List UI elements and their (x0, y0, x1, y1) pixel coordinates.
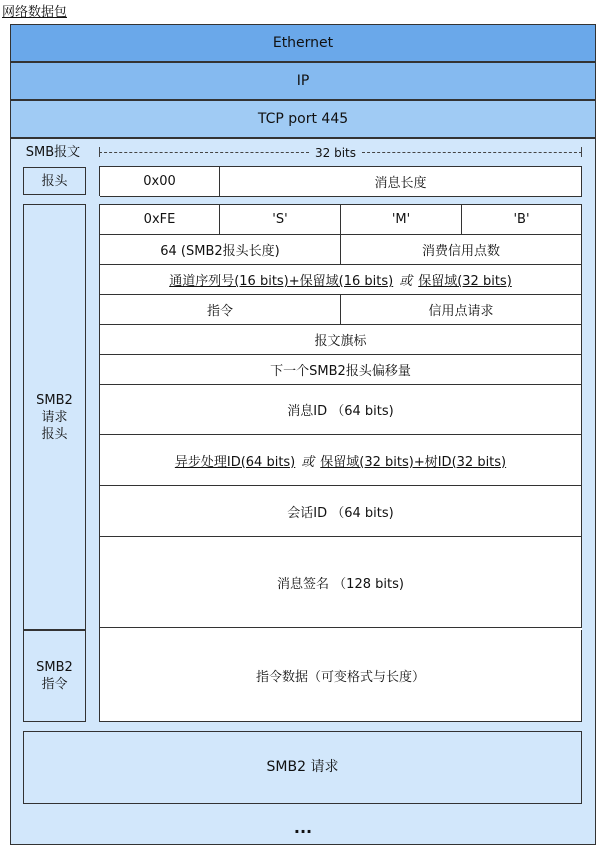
header-zero-cell: 0x00 (100, 167, 220, 197)
command-data-cell: 指令数据（可变格式与长度） (100, 630, 582, 722)
channel-sequence-option-b: 保留域(32 bits) (418, 274, 512, 289)
command-cell: 指令 (100, 295, 341, 325)
ruler-width-label: 32 bits (315, 145, 356, 160)
smb2-header-label: SMB2 请求 报头 (23, 204, 86, 630)
ruler-line-right (362, 152, 582, 153)
smb2-header-grid (99, 204, 582, 631)
protocol-byte-s: 'S' (220, 205, 341, 235)
command-data-grid (99, 630, 582, 722)
smb-message-label: SMB报文 (25, 144, 81, 160)
async-id-cell (100, 435, 582, 486)
header-label: 报头 (23, 167, 86, 195)
protocol-byte-b: 'B' (462, 205, 582, 235)
ruler-line-left (99, 152, 309, 153)
tcp-layer (10, 100, 596, 138)
ellipsis-text: ... (293, 817, 313, 837)
channel-sequence-option-a: 通道序列号(16 bits)+保留域(16 bits) (169, 274, 394, 289)
signature-cell: 消息签名 （128 bits) (100, 537, 582, 628)
async-id-option-a: 异步处理ID(64 bits) (174, 454, 296, 470)
ip-label: IP (296, 73, 310, 89)
ethernet-label: Ethernet (272, 35, 334, 51)
structure-size-cell: 64 (SMB2报头长度) (100, 235, 341, 265)
smb2-request-box: SMB2 请求 (23, 731, 582, 804)
header-grid (99, 166, 582, 196)
flags-cell: 报文旗标 (100, 325, 582, 355)
channel-sequence-cell (100, 265, 582, 295)
channel-or-word: 或 (399, 274, 413, 289)
message-length-cell: 消息长度 (220, 167, 582, 197)
session-id-cell: 会话ID （64 bits) (100, 486, 582, 537)
next-command-cell: 下一个SMB2报头偏移量 (100, 355, 582, 385)
tcp-label: TCP port 445 (257, 111, 349, 127)
message-id-cell: 消息ID （64 bits) (100, 385, 582, 435)
async-id-option-b: 保留域(32 bits)+树ID(32 bits) (320, 454, 507, 470)
credit-request-cell: 信用点请求 (341, 295, 582, 325)
smb2-command-label: SMB2 指令 (23, 630, 86, 722)
ip-layer (10, 62, 596, 100)
protocol-byte-fe: 0xFE (100, 205, 220, 235)
ethernet-layer (10, 24, 596, 62)
protocol-byte-m: 'M' (341, 205, 462, 235)
page-title: 网络数据包 (2, 5, 68, 20)
credit-charge-cell: 消费信用点数 (341, 235, 582, 265)
async-or-word: 或 (301, 454, 315, 470)
